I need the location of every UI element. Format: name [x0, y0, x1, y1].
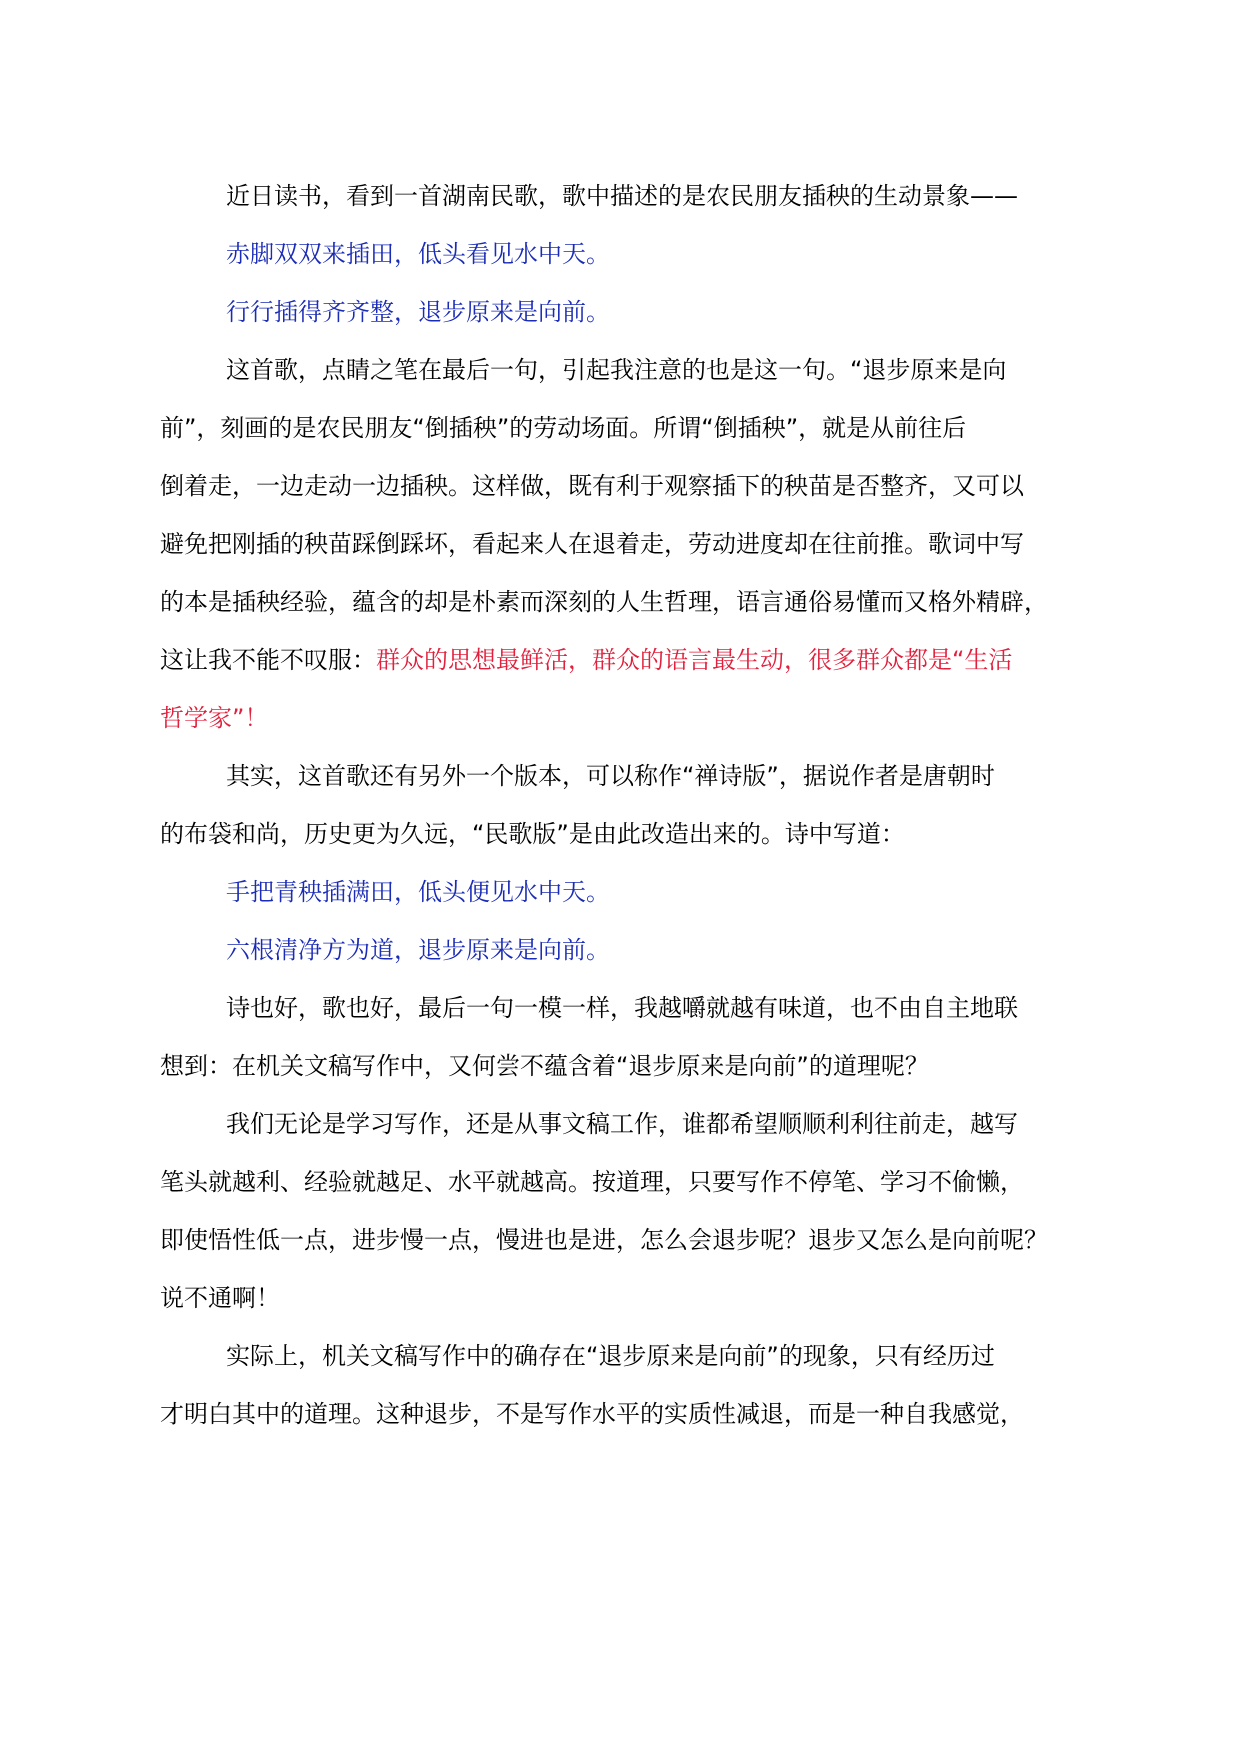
paragraph-line: 这首歌，点睛之笔在最后一句，引起我注意的也是这一句。“退步原来是向	[226, 356, 1007, 384]
paragraph-line: 近日读书，看到一首湖南民歌，歌中描述的是农民朋友插秧的生动景象——	[226, 182, 1018, 210]
paragraph-line: 避免把刚插的秧苗踩倒踩坏，看起来人在退着走，劳动进度却在往前推。歌词中写	[160, 530, 1024, 558]
paragraph-line: 想到：在机关文稿写作中，又何尝不蕴含着“退步原来是向前”的道理呢？	[160, 1052, 929, 1080]
paragraph-line: 我们无论是学习写作，还是从事文稿工作，谁都希望顺顺利利往前走，越写	[226, 1110, 1018, 1138]
paragraph-line: 诗也好，歌也好，最后一句一模一样，我越嚼就越有味道，也不由自主地联	[226, 994, 1018, 1022]
paragraph-line	[160, 640, 1120, 680]
paragraph-line: 其实，这首歌还有另外一个版本，可以称作“禅诗版”，据说作者是唐朝时	[226, 762, 995, 790]
paragraph-text: 这让我不能不叹服：	[160, 646, 376, 674]
paragraph-line: 说不通啊！	[160, 1284, 280, 1312]
paragraph-line: 倒着走，一边走动一边插秧。这样做，既有利于观察插下的秧苗是否整齐，又可以	[160, 472, 1024, 500]
paragraph-line: 前”，刻画的是农民朋友“倒插秧”的劳动场面。所谓“倒插秧”，就是从前往后	[160, 414, 967, 442]
poem-line: 行行插得齐齐整，退步原来是向前。	[226, 298, 610, 326]
paragraph-line: 才明白其中的道理。这种退步，不是写作水平的实质性减退，而是一种自我感觉，	[160, 1400, 1024, 1428]
paragraph-line: 实际上，机关文稿写作中的确存在“退步原来是向前”的现象，只有经历过	[226, 1342, 995, 1370]
highlighted-line: 哲学家”！	[160, 704, 269, 732]
paragraph-line: 的本是插秧经验，蕴含的却是朴素而深刻的人生哲理，语言通俗易懂而又格外精辟，	[160, 588, 1048, 616]
poem-line: 六根清净方为道，退步原来是向前。	[226, 936, 610, 964]
paragraph-line: 的布袋和尚，历史更为久远，“民歌版”是由此改造出来的。诗中写道：	[160, 820, 905, 848]
poem-line: 手把青秧插满田，低头便见水中天。	[226, 878, 610, 906]
highlighted-text: 群众的思想最鲜活，群众的语言最生动，很多群众都是“生活	[376, 646, 1013, 674]
paragraph-line: 即使悟性低一点，进步慢一点，慢进也是进，怎么会退步呢？退步又怎么是向前呢？	[160, 1226, 1048, 1254]
paragraph-line: 笔头就越利、经验就越足、水平就越高。按道理，只要写作不停笔、学习不偷懒，	[160, 1168, 1024, 1196]
poem-line: 赤脚双双来插田，低头看见水中天。	[226, 240, 610, 268]
